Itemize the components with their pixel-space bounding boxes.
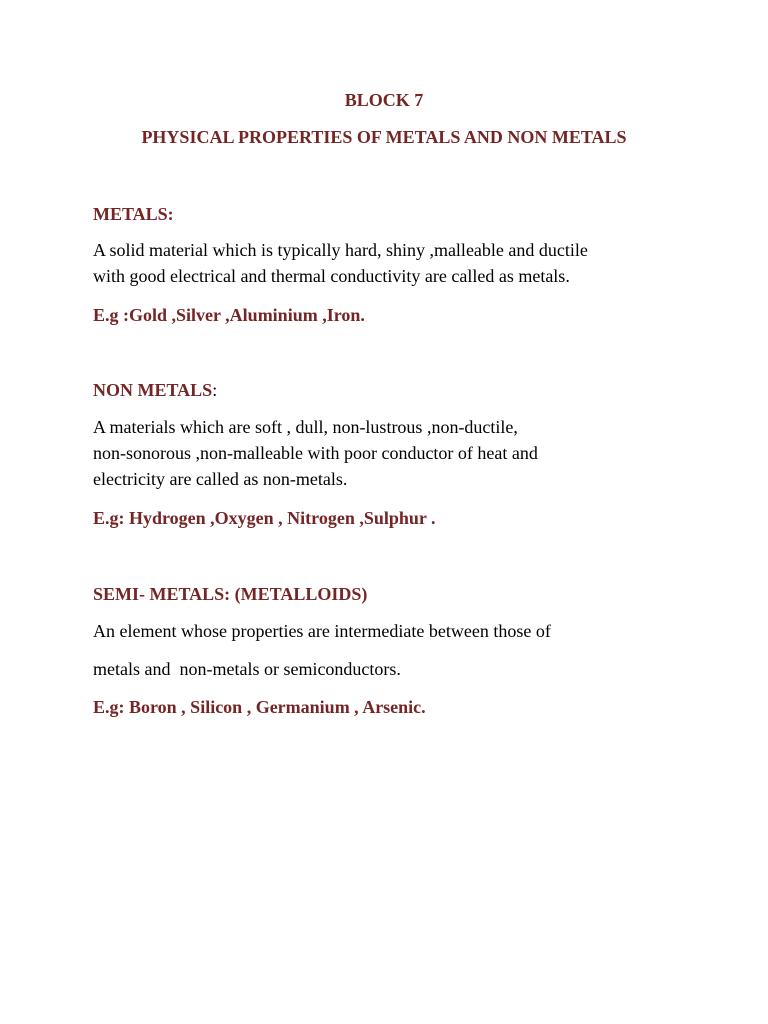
semi-metals-definition-line: metals and non-metals or semiconductors. — [93, 659, 401, 679]
non-metals-definition-line: A materials which are soft , dull, non-lustrous ,non-ductile, — [93, 417, 518, 437]
metals-examples: E.g :Gold ,Silver ,Aluminium ,Iron. — [93, 305, 365, 325]
metals-definition-line: with good electrical and thermal conductivity are called as metals. — [93, 266, 570, 286]
non-metals-definition-line: non-sonorous ,non-malleable with poor conductor of heat and — [93, 443, 538, 463]
non-metals-definition — [93, 414, 673, 492]
metals-definition-line: A solid material which is typically hard, shiny ,malleable and ductile — [93, 240, 588, 260]
non-metals-definition-line: electricity are called as non-metals. — [93, 469, 348, 489]
non-metals-examples: E.g: Hydrogen ,Oxygen , Nitrogen ,Sulphur . — [93, 508, 436, 528]
main-title: PHYSICAL PROPERTIES OF METALS AND NON METALS — [141, 127, 627, 147]
semi-metals-heading: SEMI- METALS: (METALLOIDS) — [93, 584, 368, 604]
non-metals-heading: NON METALS — [93, 380, 213, 400]
non-metals-heading-colon: : — [212, 380, 218, 400]
non-metals-heading-line — [93, 379, 217, 401]
semi-metals-definition-line: An element whose properties are intermediate between those of — [93, 621, 551, 641]
metals-definition — [93, 237, 673, 289]
semi-metals-examples: E.g: Boron , Silicon , Germanium , Arsenic. — [93, 697, 426, 717]
metals-heading: METALS: — [93, 204, 174, 224]
block-title: BLOCK 7 — [344, 90, 424, 110]
